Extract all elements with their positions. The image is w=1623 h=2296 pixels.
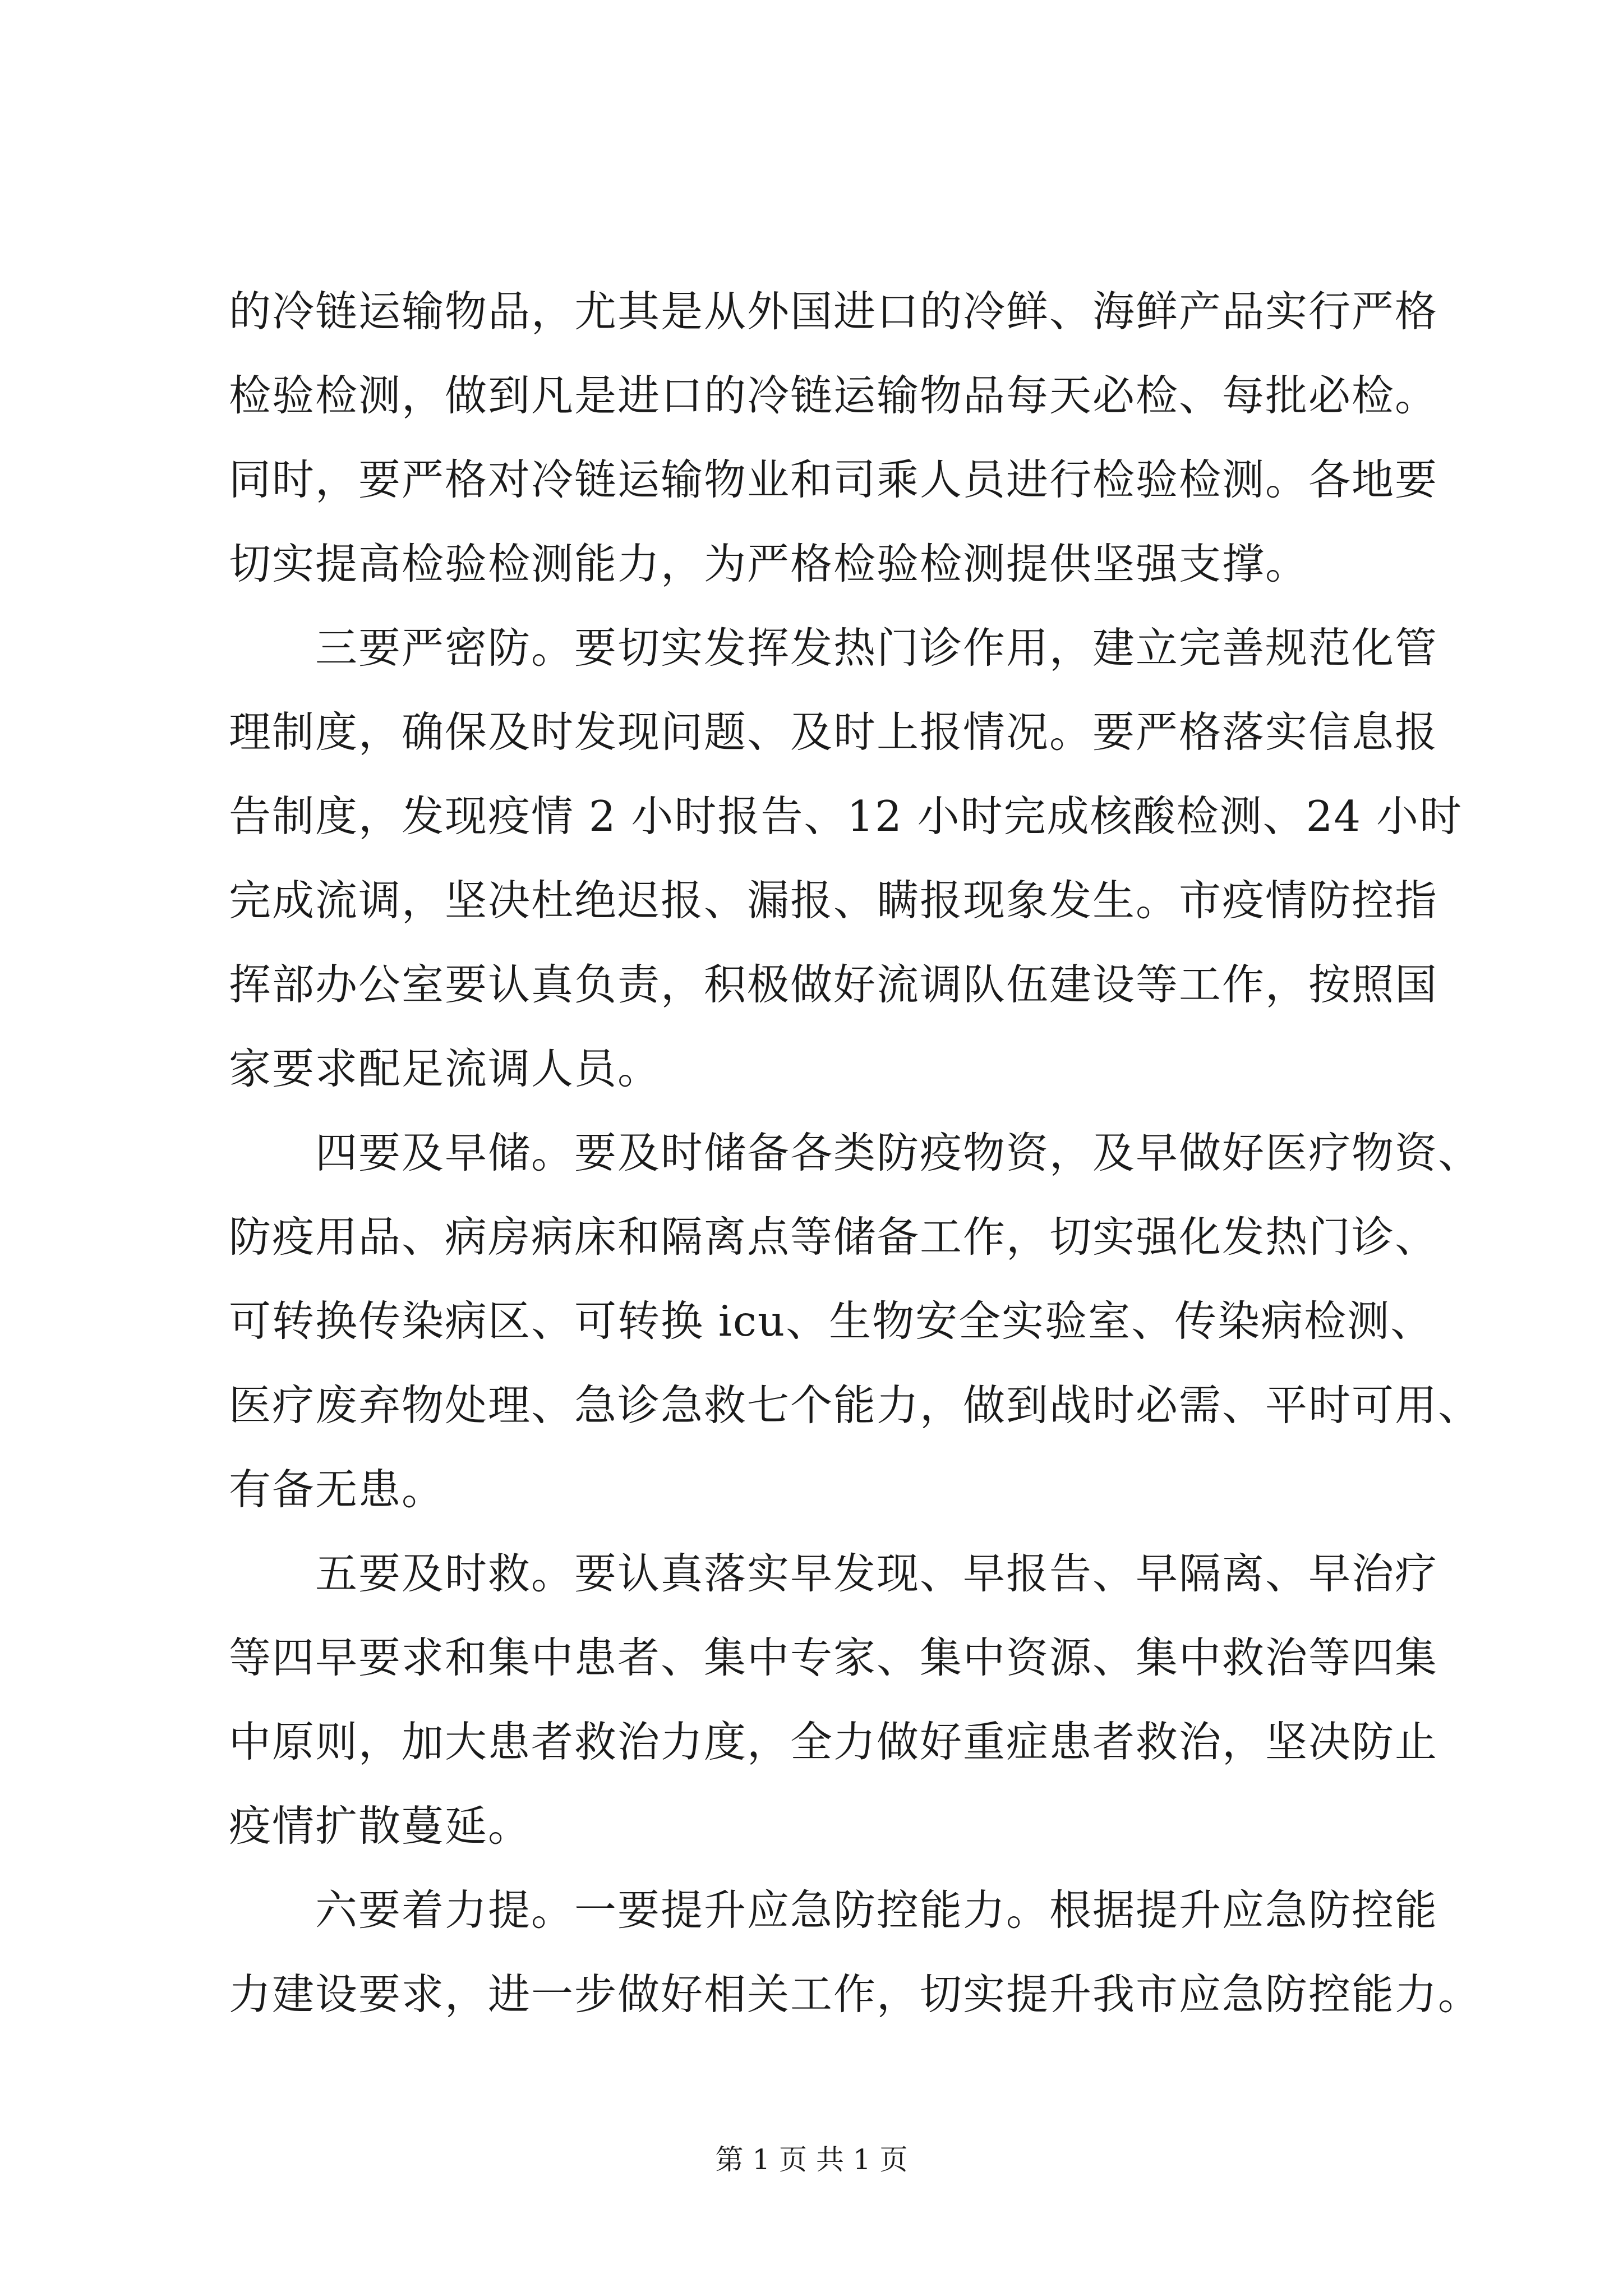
text-line: 理制度，确保及时发现问题、及时上报情况。要严格落实信息报 [229,707,1438,757]
text-line: 完成流调，坚决杜绝迟报、漏报、瞒报现象发生。市疫情防控指 [229,876,1438,925]
text-line: 家要求配足流调人员。 [229,1044,661,1093]
text-line: 三要严密防。要切实发挥发热门诊作用，建立完善规范化管 [229,623,1438,673]
text-line: 四要及早储。要及时储备各类防疫物资，及早做好医疗物资、 [229,1128,1482,1177]
text-line: 检验检测，做到凡是进口的冷链运输物品每天必检、每批必检。 [229,371,1438,420]
text-line: 力建设要求，进一步做好相关工作，切实提升我市应急防控能力。 [229,1970,1482,2019]
text-line: 六要着力提。一要提升应急防控能力。根据提升应急防控能 [229,1885,1438,1935]
paragraph-capacity-improvement [229,1868,1482,2036]
text-line: 同时，要严格对冷链运输物业和司乘人员进行检验检测。各地要 [229,455,1438,504]
document-body [229,269,1482,2036]
text-line: 五要及时救。要认真落实早发现、早报告、早隔离、早治疗 [229,1549,1438,1598]
text-line: 可转换传染病区、可转换 icu、生物安全实验室、传染病检测、 [229,1296,1434,1346]
paragraph-early-reserve [229,1111,1482,1531]
paragraph-strict-prevention [229,606,1463,1111]
text-line: 等四早要求和集中患者、集中专家、集中资源、集中救治等四集 [229,1633,1438,1682]
text-line: 防疫用品、病房病床和隔离点等储备工作，切实强化发热门诊、 [229,1212,1438,1262]
text-line: 医疗废弃物处理、急诊急救七个能力，做到战时必需、平时可用、 [229,1381,1482,1430]
page-footer: 第 1 页 共 1 页 [715,2143,908,2176]
text-line: 切实提高检验检测能力，为严格检验检测提供坚强支撑。 [229,539,1309,588]
paragraph-timely-treatment [229,1531,1438,1868]
text-line: 有备无患。 [229,1465,445,1514]
text-line: 告制度，发现疫情 2 小时报告、12 小时完成核酸检测、24 小时 [229,792,1463,841]
text-line: 疫情扩散蔓延。 [229,1801,532,1851]
text-line: 挥部办公室要认真负责，积极做好流调队伍建设等工作，按照国 [229,960,1438,1009]
text-line: 中原则，加大患者救治力度，全力做好重症患者救治，坚决防止 [229,1717,1438,1766]
text-line: 的冷链运输物品，尤其是从外国进口的冷鲜、海鲜产品实行严格 [229,287,1438,336]
paragraph-cold-chain [229,269,1438,606]
